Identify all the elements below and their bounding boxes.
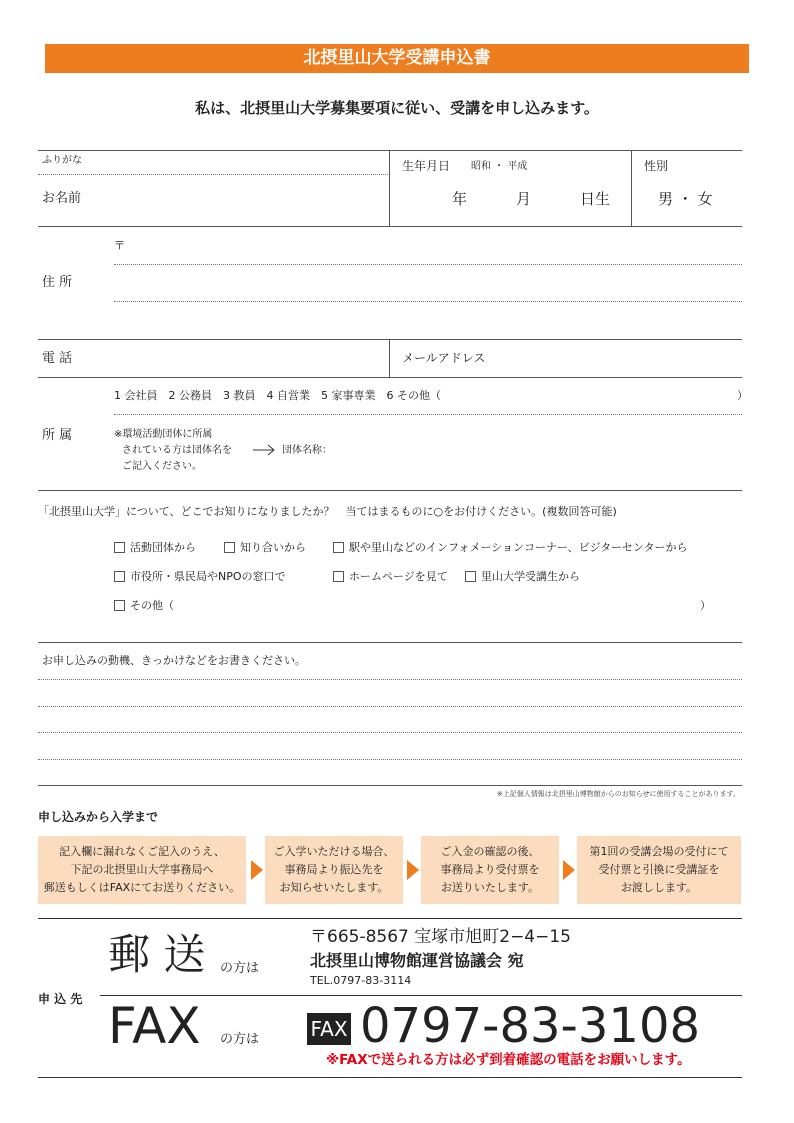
survey-option[interactable]: 駅や里山などのインフォメーションコーナー、ビジターセンターから — [333, 542, 687, 554]
arrow-right-icon — [252, 444, 276, 456]
phone-label: 電 話 — [42, 351, 73, 366]
fax-number: 0797-83-3108 — [360, 998, 701, 1054]
rule — [38, 226, 742, 227]
declaration: 私は、北摂里山大学募集要項に従い、受講を申し込みます。 — [195, 99, 599, 117]
survey-option[interactable]: 里山大学受講生から — [465, 571, 580, 583]
postal-address: 〒665-8567 宝塚市旭町2−4−15 — [310, 927, 572, 947]
flow-step: ご入学いただける場合、 事務局より振込先を お知らせいたします。 — [265, 836, 403, 904]
fax-heading: FAX — [108, 997, 201, 1055]
affiliation-close-paren: ） — [737, 389, 748, 402]
era-options[interactable]: 昭和 ・ 平成 — [471, 161, 528, 172]
rule — [38, 150, 742, 151]
address-field[interactable] — [130, 232, 740, 324]
flow-step: 記入欄に漏れなくご記入のうえ、 下記の北摂里山大学事務局へ 郵送もしくはFAXにてお送りください。 — [38, 836, 246, 904]
checkbox[interactable] — [114, 600, 125, 611]
rule — [38, 339, 742, 340]
checkbox[interactable] — [333, 571, 344, 582]
birthdate-label: 生年月日 — [402, 159, 451, 173]
year-label: 年 — [452, 190, 468, 208]
fax-suffix: の方は — [220, 1032, 260, 1047]
rule — [38, 174, 388, 175]
survey-other-field[interactable] — [180, 596, 695, 616]
arrow-right-icon — [251, 860, 263, 880]
motivation-label: お申し込みの動機、きっかけなどをお書きください。 — [42, 654, 306, 667]
rule — [38, 785, 742, 786]
form-title: 北摂里山大学受講申込書 — [303, 48, 491, 68]
arrow-right-icon — [407, 860, 419, 880]
email-field[interactable] — [500, 342, 740, 374]
survey-option[interactable]: 活動団体から — [114, 542, 196, 554]
flow-step: ご入金の確認の後、 事務局より受付票を お送りいたします。 — [421, 836, 559, 904]
survey-option[interactable]: 知り合いから — [224, 542, 306, 554]
survey-option[interactable]: その他（ — [114, 600, 174, 612]
fax-badge: FAX — [307, 1013, 351, 1045]
mail-heading: 郵 送 — [108, 930, 206, 979]
name-label: お名前 — [42, 191, 82, 206]
gender-options[interactable]: 男 ・ 女 — [658, 190, 713, 208]
rule — [38, 1077, 742, 1078]
furigana-label: ふりがな — [42, 155, 82, 166]
affiliation-label: 所 属 — [42, 428, 73, 443]
gender-label: 性別 — [644, 159, 669, 173]
address-label: 住 所 — [42, 275, 73, 290]
rule — [38, 918, 742, 919]
rule — [389, 150, 390, 226]
submit-label: 申 込 先 — [38, 992, 83, 1006]
group-name-field[interactable] — [340, 440, 740, 462]
checkbox[interactable] — [333, 542, 344, 553]
survey-option[interactable]: ホームページを見て — [333, 571, 448, 583]
group-note: ご記入ください。 — [122, 461, 202, 472]
privacy-note: ※上記個人情報は北摂里山博物館からのお知らせに使用することがあります。 — [496, 790, 740, 798]
rule — [38, 642, 742, 643]
organization: 北摂里山博物館運営協議会 宛 — [310, 951, 524, 970]
motivation-field[interactable] — [38, 672, 742, 784]
fax-note: ※FAXで送られる方は必ず到着確認の電話をお願いします。 — [326, 1052, 691, 1068]
checkbox[interactable] — [465, 571, 476, 582]
name-field[interactable] — [110, 178, 386, 222]
mail-suffix: の方は — [220, 961, 260, 976]
survey-close-paren: ） — [700, 599, 711, 612]
rule — [38, 377, 742, 378]
telephone: TEL.0797-83-3114 — [310, 974, 412, 987]
checkbox[interactable] — [224, 542, 235, 553]
birthdate-field[interactable] — [400, 180, 628, 220]
title-bar — [45, 44, 749, 73]
rule — [114, 414, 742, 415]
furigana-field[interactable] — [110, 152, 386, 172]
survey-question: 「北摂里山大学」について、どこでお知りになりましたか？ 当てはまるものに○をお付けください。(複数回答可能) — [38, 505, 617, 518]
checkbox[interactable] — [114, 571, 125, 582]
phone-field[interactable] — [110, 342, 386, 374]
group-name-label: 団体名称： — [282, 445, 332, 456]
group-note: ※環境活動団体に所属 — [114, 429, 213, 440]
rule — [389, 339, 390, 377]
group-note: されている方は団体名を — [122, 445, 232, 456]
flow-heading: 申し込みから入学まで — [38, 810, 159, 824]
survey-option[interactable]: 市役所・県民局やNPOの窓口で — [114, 571, 286, 583]
arrow-right-icon — [563, 860, 575, 880]
postal-mark: 〒 — [114, 239, 125, 252]
flow-step: 第1回の受講会場の受付にて 受付票と引換に受講証を お渡しします。 — [577, 836, 741, 904]
month-label: 月 — [516, 190, 532, 208]
email-label: メールアドレス — [402, 351, 486, 365]
day-label: 日生 — [580, 190, 611, 208]
rule — [100, 995, 742, 996]
affiliation-options[interactable]: 1 会社員 2 公務員 3 教員 4 自営業 5 家事専業 6 その他（ — [114, 389, 441, 402]
rule — [38, 490, 742, 491]
checkbox[interactable] — [114, 542, 125, 553]
rule — [631, 150, 632, 226]
